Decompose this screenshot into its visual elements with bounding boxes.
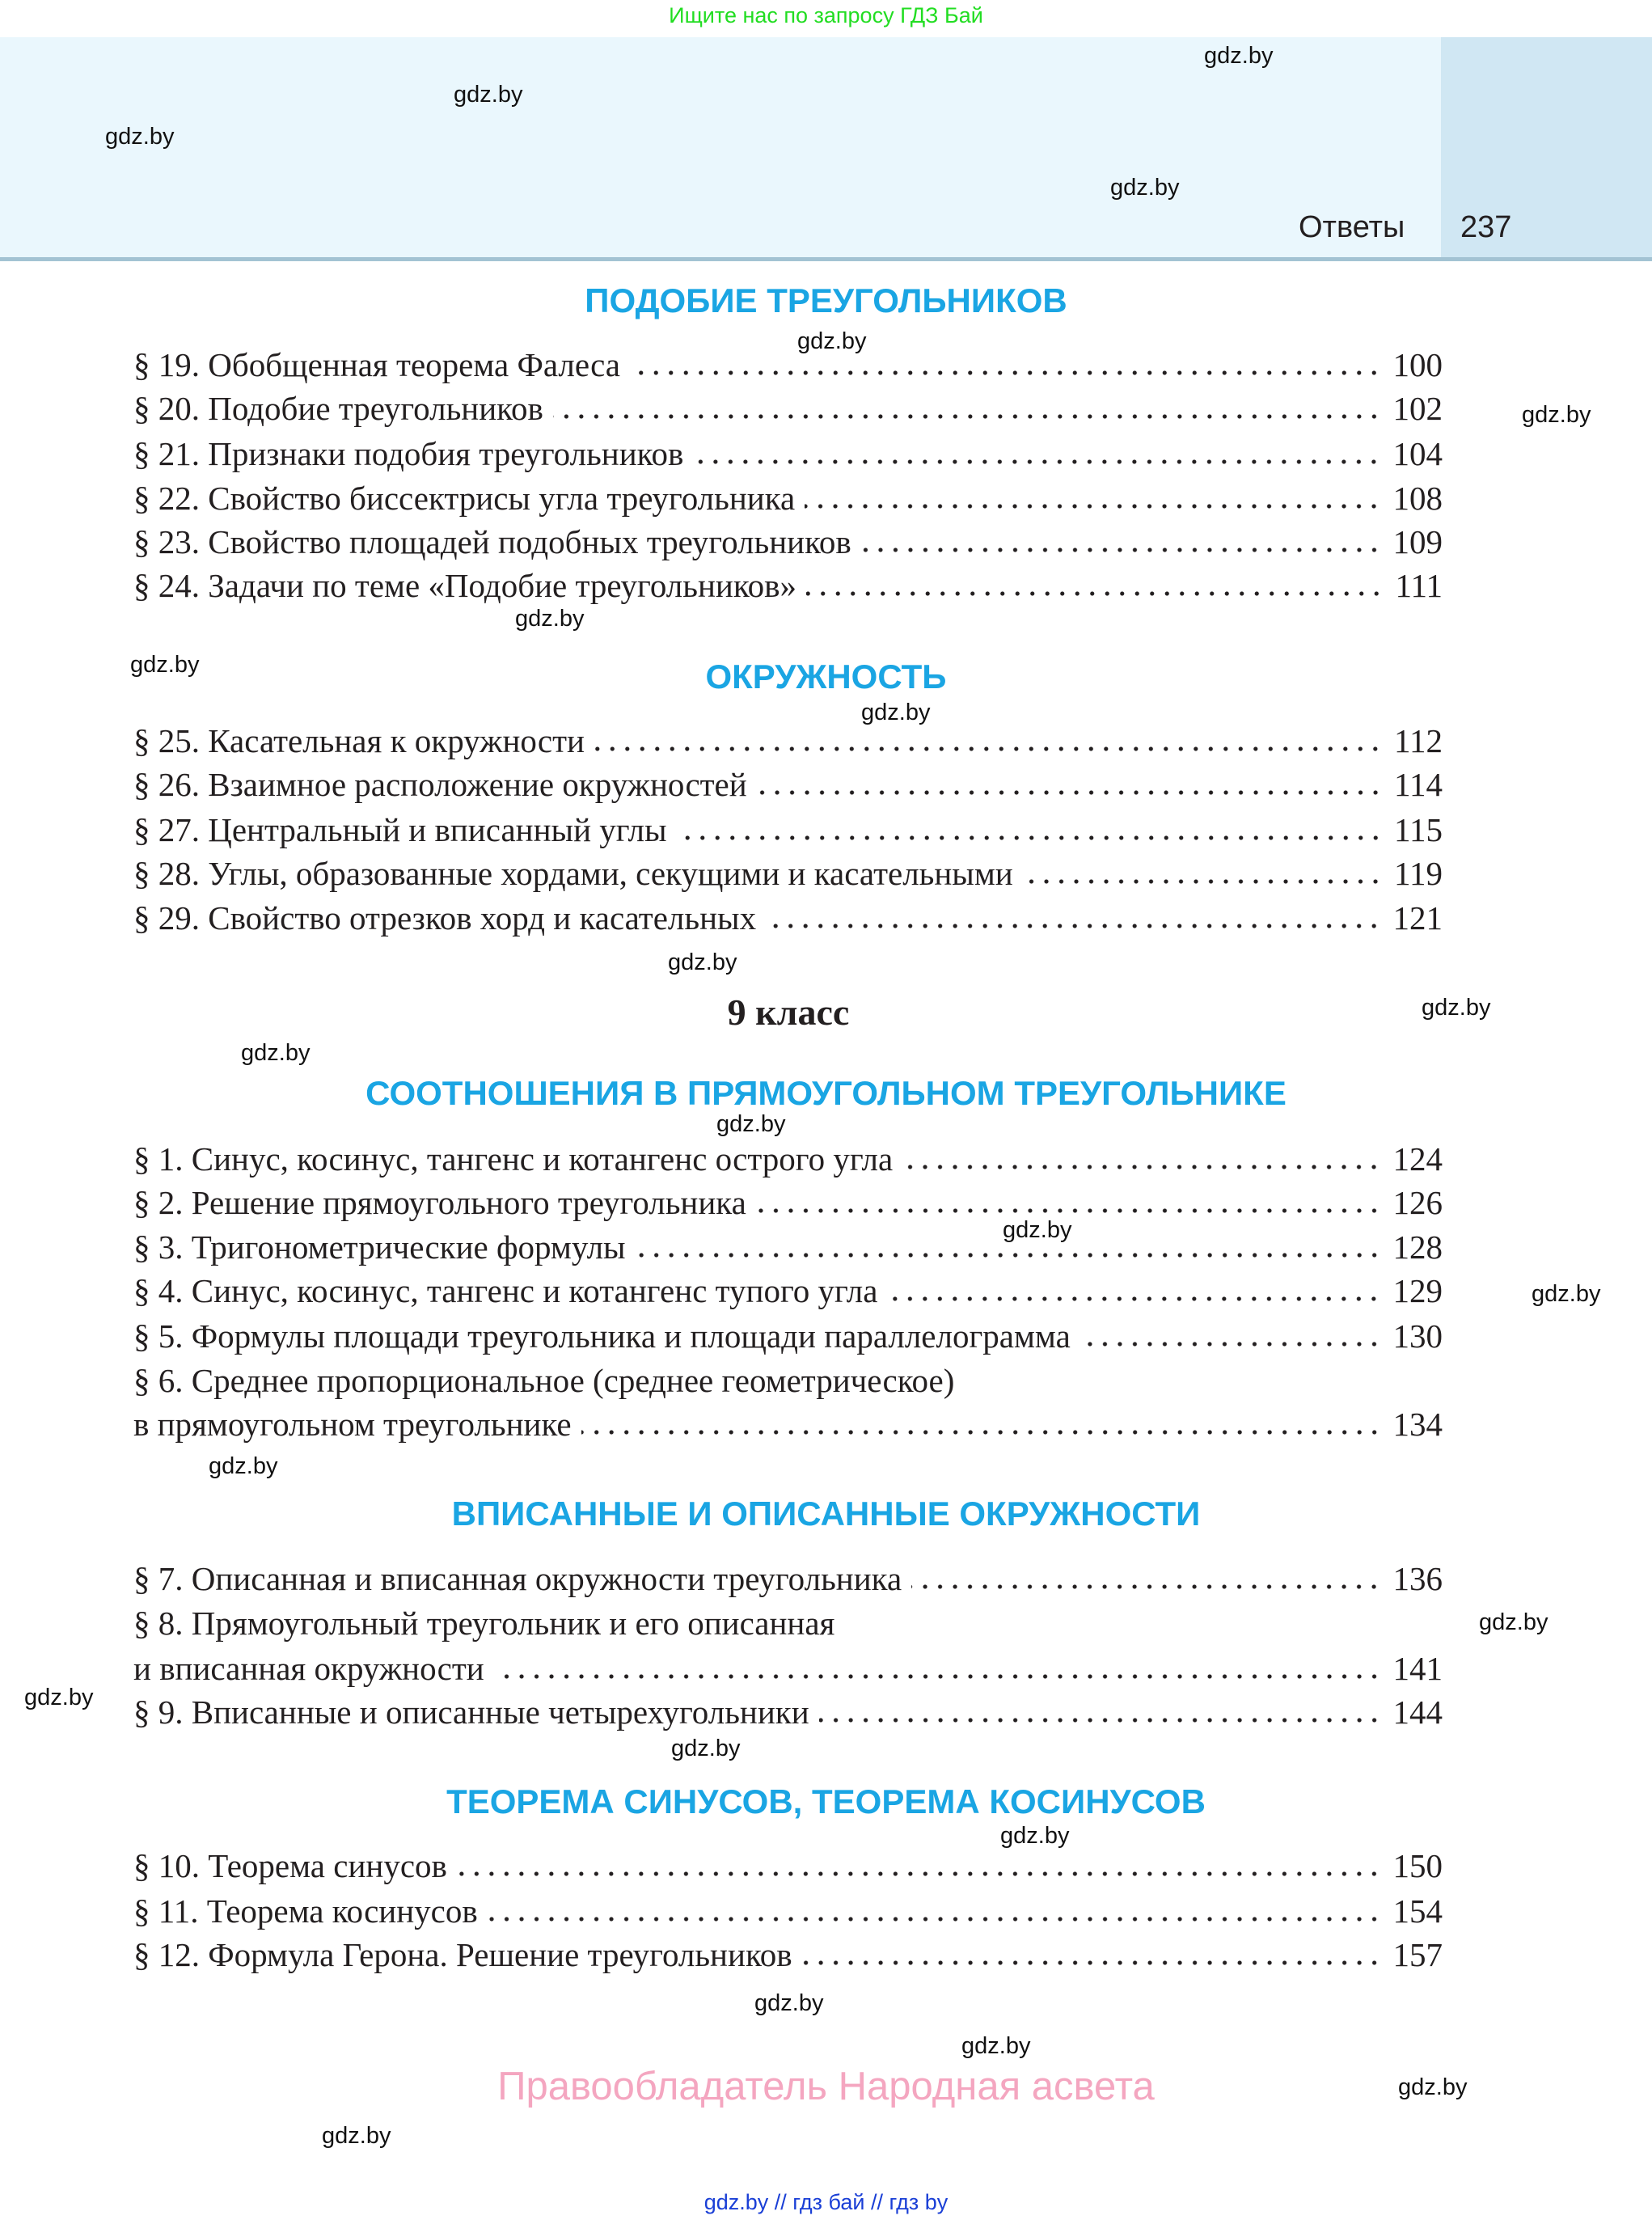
toc-entry[interactable] xyxy=(133,1359,1443,1402)
entry-title: § 3. Тригонометрические формулы xyxy=(133,1228,626,1266)
entry-page: 114 xyxy=(1394,766,1443,803)
entry-page: 157 xyxy=(1392,1936,1443,1973)
entry-title: § 24. Задачи по теме «Подобие треугольников» xyxy=(133,567,797,604)
dot-leader xyxy=(902,1155,1381,1171)
toc-entry[interactable] xyxy=(133,1557,1443,1600)
entry-title: § 27. Центральный и вписанный углы xyxy=(133,811,667,848)
section-heading: ВПИСАННЫЕ И ОПИСАННЫЕ ОКРУЖНОСТИ xyxy=(451,1495,1201,1533)
watermark: gdz.by xyxy=(1000,1823,1070,1849)
entry-title: § 2. Решение прямоугольного треугольника xyxy=(133,1184,746,1221)
watermark: gdz.by xyxy=(1479,1609,1548,1635)
page-number: 237 xyxy=(1460,210,1512,244)
dot-leader xyxy=(488,1907,1382,1923)
entry-page: 108 xyxy=(1392,480,1443,517)
toc-entry[interactable] xyxy=(133,1181,1443,1224)
dot-leader xyxy=(766,914,1381,930)
entry-page: 129 xyxy=(1392,1272,1443,1309)
dot-leader xyxy=(887,1287,1381,1303)
entry-title: § 22. Свойство биссектрисы угла треугольника xyxy=(133,480,796,517)
search-hint-banner: Ищите нас по запросу ГДЗ Бай xyxy=(669,3,983,27)
entry-title: § 9. Вписанные и описанные четырехугольники xyxy=(133,1693,809,1731)
dot-leader xyxy=(1080,1332,1382,1348)
dot-leader xyxy=(805,494,1381,510)
entry-title: § 12. Формула Герона. Решение треугольников xyxy=(133,1936,792,1973)
dot-leader xyxy=(457,1862,1382,1878)
entry-page: 134 xyxy=(1392,1406,1443,1443)
entry-page: 124 xyxy=(1392,1140,1443,1178)
entry-title: § 11. Теорема косинусов xyxy=(133,1892,478,1930)
entry-title: § 4. Синус, косинус, тангенс и котангенс тупого угла xyxy=(133,1272,878,1309)
entry-page: 109 xyxy=(1392,523,1443,560)
toc-entry[interactable] xyxy=(133,1314,1443,1358)
dot-leader xyxy=(581,1420,1382,1436)
entry-page: 104 xyxy=(1392,435,1443,472)
header-divider xyxy=(0,257,1652,261)
dot-leader xyxy=(861,538,1382,554)
entry-page: 100 xyxy=(1392,346,1443,383)
entry-title: § 1. Синус, косинус, тангенс и котангенс острого угла xyxy=(133,1140,894,1178)
entry-title: § 25. Касательная к окружности xyxy=(133,722,585,759)
entry-title: § 20. Подобие треугольников xyxy=(133,390,543,427)
entry-title: § 28. Углы, образованные хордами, секущими и касательными xyxy=(133,855,1013,892)
watermark: gdz.by xyxy=(1522,402,1591,428)
toc-entry-continuation[interactable] xyxy=(133,1647,1443,1690)
watermark: gdz.by xyxy=(209,1453,278,1479)
toc-entry[interactable] xyxy=(133,1269,1443,1313)
watermark: gdz.by xyxy=(322,2123,391,2149)
dot-leader xyxy=(636,1243,1382,1259)
watermark: gdz.by xyxy=(797,328,867,354)
watermark: gdz.by xyxy=(716,1111,786,1137)
entry-page: 112 xyxy=(1394,722,1443,759)
entry-title: § 19. Обобщенная теорема Фалеса xyxy=(133,346,620,383)
dot-leader xyxy=(677,826,1384,842)
toc-entry[interactable] xyxy=(133,564,1443,607)
dot-leader xyxy=(1023,869,1383,886)
toc-entry[interactable] xyxy=(133,719,1443,763)
entry-title: § 10. Теорема синусов xyxy=(133,1847,447,1884)
entry-page: 141 xyxy=(1392,1650,1443,1687)
entry-page: 115 xyxy=(1394,811,1443,848)
entry-page: 144 xyxy=(1392,1693,1443,1731)
dot-leader xyxy=(819,1708,1382,1724)
watermark: gdz.by xyxy=(24,1685,94,1710)
watermark: gdz.by xyxy=(961,2033,1031,2059)
entry-title: § 7. Описанная и вписанная окружности треугольника xyxy=(133,1560,902,1597)
entry-title: § 23. Свойство площадей подобных треугольников xyxy=(133,523,851,560)
section-heading: СООТНОШЕНИЯ В ПРЯМОУГОЛЬНОМ ТРЕУГОЛЬНИКЕ xyxy=(365,1074,1287,1112)
watermark: gdz.by xyxy=(1398,2074,1468,2100)
watermark: gdz.by xyxy=(861,700,931,725)
footer-links[interactable]: gdz.by // гдз бай // гдз by xyxy=(703,2190,949,2214)
copyright-holder: Правообладатель Народная асвета xyxy=(497,2065,1155,2108)
entry-page: 126 xyxy=(1392,1184,1443,1221)
entry-title: § 6. Среднее пропорциональное (среднее геометрическое) xyxy=(133,1362,955,1399)
toc-entry[interactable] xyxy=(133,852,1443,895)
toc-entry[interactable] xyxy=(133,520,1443,564)
dot-leader xyxy=(494,1664,1382,1681)
entry-title: § 5. Формулы площади треугольника и площади параллелограмма xyxy=(133,1317,1071,1355)
entry-page: 136 xyxy=(1392,1560,1443,1597)
toc-entry[interactable] xyxy=(133,432,1443,476)
entry-title: § 21. Признаки подобия треугольников xyxy=(133,435,684,472)
entry-title: в прямоугольном треугольнике xyxy=(133,1406,572,1443)
dot-leader xyxy=(553,404,1382,421)
toc-entry[interactable] xyxy=(133,1137,1443,1181)
toc-entry[interactable] xyxy=(133,1933,1443,1977)
toc-entry[interactable] xyxy=(133,1889,1443,1933)
entry-page: 150 xyxy=(1392,1847,1443,1884)
watermark: gdz.by xyxy=(754,1990,824,2016)
watermark: gdz.by xyxy=(1532,1281,1601,1307)
watermark: gdz.by xyxy=(454,82,523,108)
toc-entry[interactable] xyxy=(133,1225,1443,1269)
toc-entry[interactable] xyxy=(133,763,1443,806)
watermark: gdz.by xyxy=(1110,175,1180,201)
dot-leader xyxy=(806,581,1384,598)
section-heading: ТЕОРЕМА СИНУСОВ, ТЕОРЕМА КОСИНУСОВ xyxy=(446,1782,1206,1820)
watermark: gdz.by xyxy=(671,1736,741,1761)
watermark: gdz.by xyxy=(1204,43,1274,69)
section-heading: ПОДОБИЕ ТРЕУГОЛЬНИКОВ xyxy=(585,281,1067,319)
section-heading: ОКРУЖНОСТЬ xyxy=(705,657,947,696)
toc-entry-continuation[interactable] xyxy=(133,1402,1443,1446)
grade-heading: 9 класс xyxy=(727,991,850,1033)
watermark: gdz.by xyxy=(130,652,200,678)
entry-page: 119 xyxy=(1394,855,1443,892)
dot-leader xyxy=(757,780,1383,797)
dot-leader xyxy=(802,1951,1382,1967)
dot-leader xyxy=(630,361,1382,377)
watermark: gdz.by xyxy=(241,1040,311,1066)
watermark: gdz.by xyxy=(1003,1217,1072,1243)
entry-page: 111 xyxy=(1395,567,1443,604)
toc-entry[interactable] xyxy=(133,808,1443,852)
entry-page: 128 xyxy=(1392,1228,1443,1266)
toc-entry[interactable] xyxy=(133,476,1443,520)
entry-title: § 29. Свойство отрезков хорд и касательных xyxy=(133,899,757,937)
entry-page: 154 xyxy=(1392,1892,1443,1930)
watermark: gdz.by xyxy=(515,606,585,632)
dot-leader xyxy=(693,450,1381,466)
toc-entry[interactable] xyxy=(133,1601,1443,1645)
dot-leader xyxy=(594,737,1383,753)
entry-title: и вписанная окружности xyxy=(133,1650,484,1687)
toc-entry[interactable] xyxy=(133,1690,1443,1734)
dot-leader xyxy=(756,1199,1382,1215)
entry-title: § 26. Взаимное расположение окружностей xyxy=(133,766,747,803)
watermark: gdz.by xyxy=(668,949,737,975)
toc-entry[interactable] xyxy=(133,1844,1443,1888)
watermark: gdz.by xyxy=(1422,995,1491,1021)
dot-leader xyxy=(911,1575,1381,1591)
entry-title: § 8. Прямоугольный треугольник и его описанная xyxy=(133,1605,835,1642)
entry-page: 130 xyxy=(1392,1317,1443,1355)
toc-entry[interactable] xyxy=(133,343,1443,387)
toc-entry[interactable] xyxy=(133,387,1443,430)
entry-page: 121 xyxy=(1392,899,1443,937)
watermark: gdz.by xyxy=(105,124,175,150)
toc-entry[interactable] xyxy=(133,896,1443,940)
running-title: Ответы xyxy=(1299,210,1405,244)
entry-page: 102 xyxy=(1392,390,1443,427)
